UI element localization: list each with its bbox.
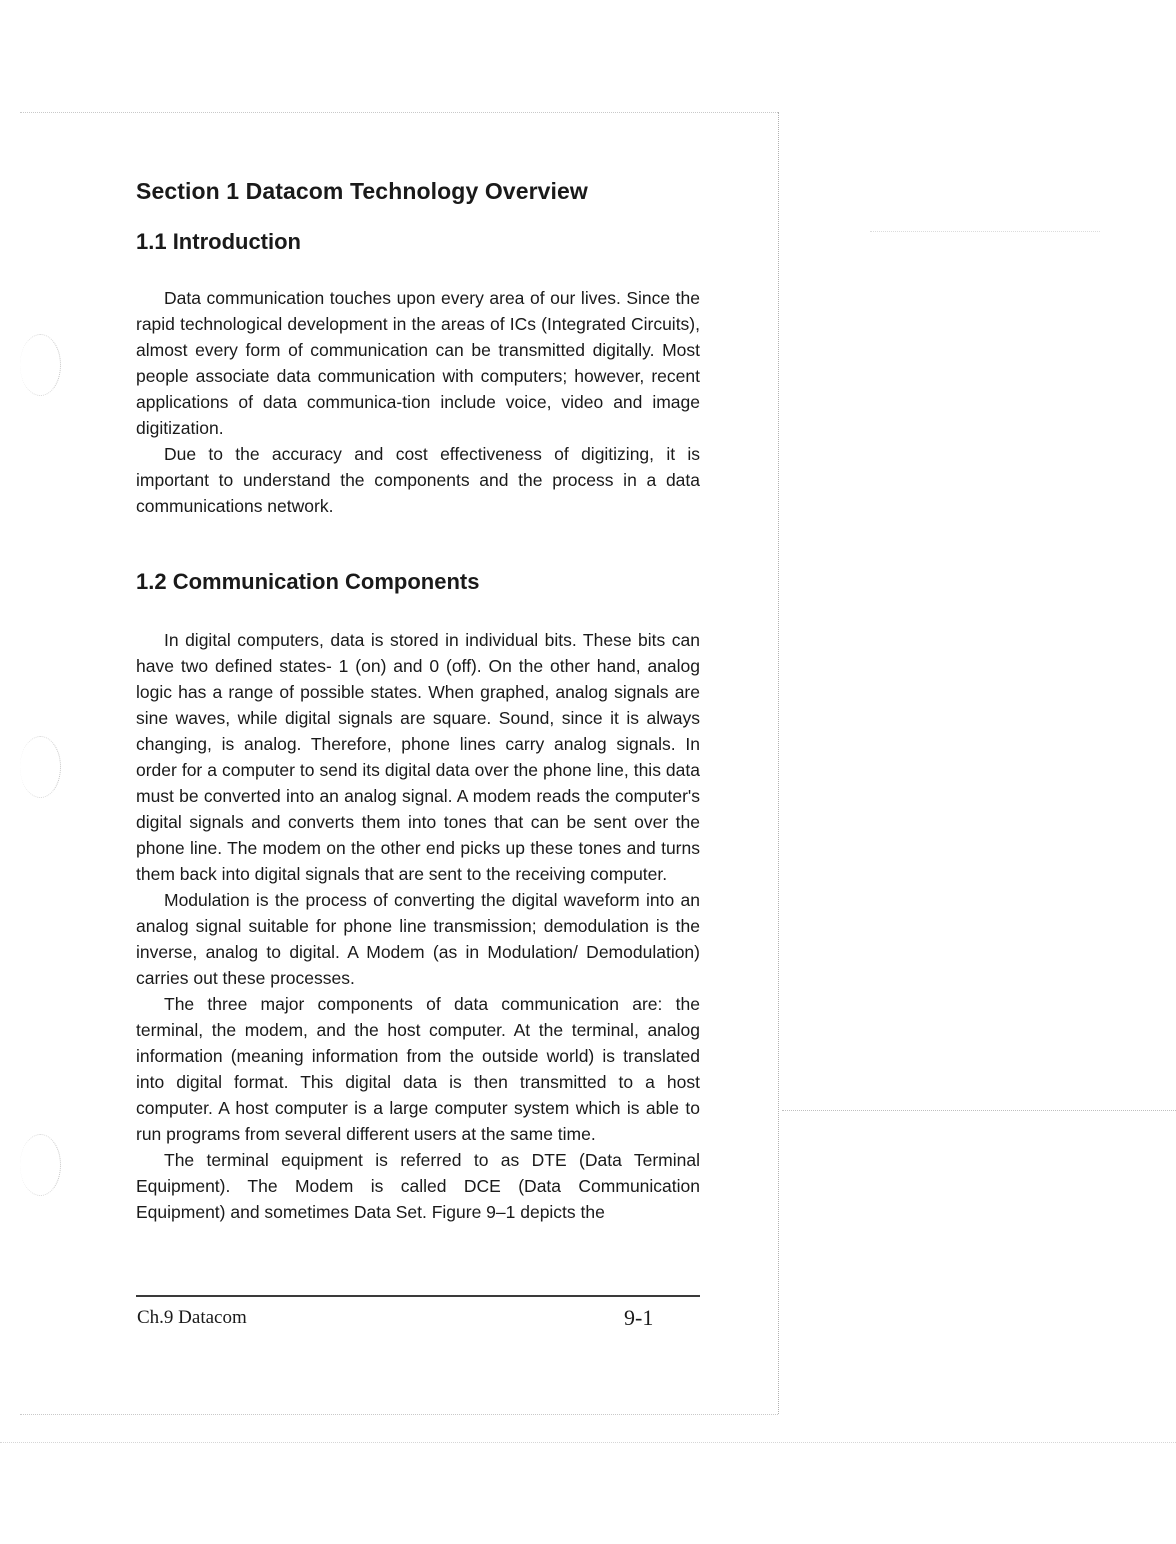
footer-page-number: 9-1 bbox=[624, 1305, 654, 1330]
footer-rule bbox=[136, 1295, 700, 1297]
intro-paragraph: Data communication touches upon every area of our lives. Since the rapid technological development in the areas of ICs (Integrated Circuits), almost every form of communication can be transmitted digitally. Most people associate data communication with computers; however, recent applications of data communica-tion include voice, video and image digitization. bbox=[136, 288, 700, 438]
components-paragraph: The terminal equipment is referred to as DTE (Data Terminal Equipment). The Modem is called DCE (Data Communication Equipment) and sometimes Data Set. Figure 9–1 depicts the bbox=[136, 1150, 700, 1222]
intro-paragraph: Due to the accuracy and cost effectiveness of digitizing, it is important to understand the components and the process in a data communications network. bbox=[136, 444, 700, 516]
scan-edge-upper-right bbox=[870, 231, 1100, 232]
components-heading: 1.2 Communication Components bbox=[136, 569, 480, 594]
section-heading: Section 1 Datacom Technology Overview bbox=[136, 178, 588, 204]
punch-hole bbox=[20, 736, 61, 798]
punch-hole bbox=[20, 1134, 61, 1196]
components-paragraph: Modulation is the process of converting the digital waveform into an analog signal suitable for phone line transmission; demodulation is the inverse, analog to digital. A Modem (as in Modulation/ Demodulation) carries out these processes. bbox=[136, 890, 700, 988]
intro-heading: 1.1 Introduction bbox=[136, 229, 301, 254]
scan-edge-bottom bbox=[20, 1414, 778, 1415]
scan-edge-lower bbox=[0, 1442, 1176, 1443]
scan-edge-right bbox=[778, 112, 779, 1414]
scan-edge-top bbox=[20, 112, 778, 113]
footer-chapter: Ch.9 Datacom bbox=[137, 1307, 247, 1328]
scan-edge-mid-right bbox=[782, 1110, 1176, 1111]
components-paragraph: In digital computers, data is stored in individual bits. These bits can have two defined states- 1 (on) and 0 (off). On the other hand, analog logic has a range of possible states. When graphed, analog signals are sine waves, while digital signals are square. Sound, since it is always changing, is analog. Therefore, phone lines carry analog signals. In order for a computer to send its digital data over the phone line, this data must be converted into an analog signal. A modem reads the computer's digital signals and converts them into tones that can be sent over the phone line. The modem on the other end picks up these tones and turns them back into digital signals that are sent to the receiving computer. bbox=[136, 630, 700, 884]
page-content bbox=[136, 172, 700, 1225]
components-paragraph: The three major components of data communication are: the terminal, the modem, and the host computer. At the terminal, analog information (meaning information from the outside world) is translated into digital format. This digital data is then transmitted to a host computer. A host computer is a large computer system which is able to run programs from several different users at the same time. bbox=[136, 994, 700, 1144]
punch-hole bbox=[20, 334, 61, 396]
